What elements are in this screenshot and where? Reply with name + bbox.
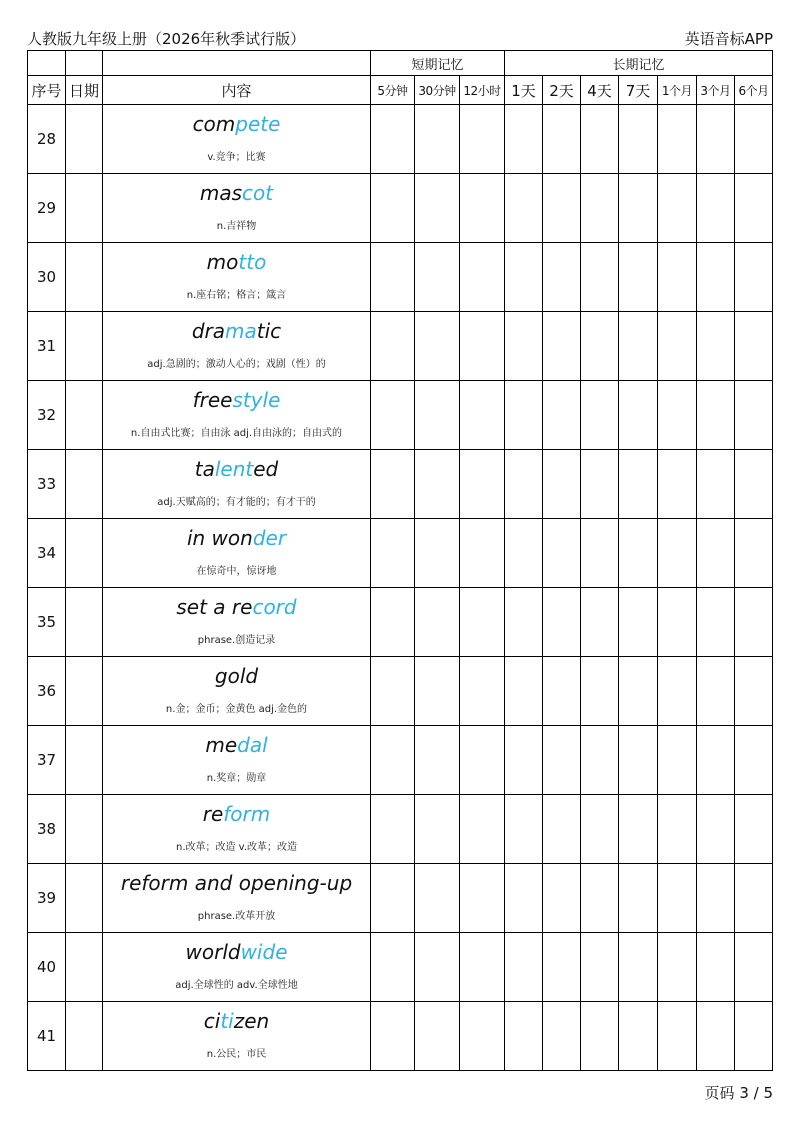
long-term-check-cell[interactable] <box>658 795 697 864</box>
long-term-check-cell[interactable] <box>658 243 697 312</box>
content-cell <box>103 243 371 312</box>
long-term-check-cell[interactable] <box>735 933 773 1002</box>
table-row <box>28 105 773 174</box>
long-term-check-cell[interactable] <box>505 795 543 864</box>
long-term-check-cell[interactable] <box>619 795 658 864</box>
long-term-check-cell[interactable] <box>735 450 773 519</box>
short-term-check-cell[interactable] <box>371 933 415 1002</box>
short-term-check-cell[interactable] <box>460 657 505 726</box>
short-term-check-cell[interactable] <box>460 174 505 243</box>
long-term-check-cell[interactable] <box>658 933 697 1002</box>
content-cell <box>103 450 371 519</box>
short-term-check-cell[interactable] <box>415 312 460 381</box>
vocabulary-word <box>103 595 370 619</box>
word-syllable: re <box>202 801 224 826</box>
long-term-check-cell[interactable] <box>697 312 735 381</box>
long-term-check-cell[interactable] <box>735 1002 773 1071</box>
table-row <box>28 726 773 795</box>
long-term-check-cell[interactable] <box>543 795 581 864</box>
long-term-check-cell[interactable] <box>505 519 543 588</box>
table-row <box>28 381 773 450</box>
content-cell <box>103 588 371 657</box>
long-term-check-cell[interactable] <box>619 588 658 657</box>
long-term-check-cell[interactable] <box>658 450 697 519</box>
word-definition: n.自由式比赛；自由泳 adj.自由泳的；自由式的 <box>130 427 343 439</box>
table-row <box>28 243 773 312</box>
blank-header-cell <box>103 51 371 76</box>
content-cell <box>103 933 371 1002</box>
highlighted-syllable: lent <box>214 456 254 481</box>
long-term-check-cell[interactable] <box>581 1002 619 1071</box>
date-cell[interactable] <box>66 312 103 381</box>
short-term-check-cell[interactable] <box>460 933 505 1002</box>
content-cell <box>103 105 371 174</box>
vocabulary-word <box>103 388 370 412</box>
long-term-check-cell[interactable] <box>619 933 658 1002</box>
vocabulary-word <box>103 526 370 550</box>
table-row <box>28 519 773 588</box>
vocabulary-word <box>103 319 370 343</box>
word-syllable: ed <box>253 456 279 481</box>
long-term-check-cell[interactable] <box>619 381 658 450</box>
long-term-check-cell[interactable] <box>735 864 773 933</box>
long-term-check-cell[interactable] <box>505 657 543 726</box>
short-term-check-cell[interactable] <box>371 174 415 243</box>
date-cell[interactable] <box>66 450 103 519</box>
short-term-check-cell[interactable] <box>415 381 460 450</box>
long-term-group-header: 长期记忆 <box>505 51 773 76</box>
long-term-check-cell[interactable] <box>658 864 697 933</box>
long-term-check-cell[interactable] <box>697 381 735 450</box>
date-cell[interactable] <box>66 243 103 312</box>
content-cell <box>103 864 371 933</box>
word-syllable: gold <box>214 663 259 688</box>
highlighted-syllable: cord <box>252 594 297 619</box>
word-definition: adj.全球性的 adv.全球性地 <box>175 979 298 991</box>
word-definition: 在惊奇中，惊讶地 <box>196 565 277 577</box>
long-term-check-cell[interactable] <box>658 381 697 450</box>
short-term-check-cell[interactable] <box>415 105 460 174</box>
long-term-check-cell[interactable] <box>581 864 619 933</box>
row-number: 37 <box>28 726 66 795</box>
row-number: 34 <box>28 519 66 588</box>
long-term-check-cell[interactable] <box>735 726 773 795</box>
vocabulary-word <box>103 733 370 757</box>
row-number: 28 <box>28 105 66 174</box>
word-definition: n.公民；市民 <box>206 1048 267 1060</box>
date-header: 日期 <box>66 76 103 105</box>
long-term-check-cell[interactable] <box>697 864 735 933</box>
long-term-check-cell[interactable] <box>543 933 581 1002</box>
long-term-check-cell[interactable] <box>581 933 619 1002</box>
blank-header-cell <box>28 51 66 76</box>
long-term-check-cell[interactable] <box>697 519 735 588</box>
table-row <box>28 1002 773 1071</box>
date-cell[interactable] <box>66 519 103 588</box>
long-term-check-cell[interactable] <box>658 726 697 795</box>
word-definition: n.吉祥物 <box>216 220 257 232</box>
table-row <box>28 450 773 519</box>
highlighted-syllable: dal <box>237 732 268 757</box>
short-term-check-cell[interactable] <box>371 381 415 450</box>
long-term-check-cell[interactable] <box>505 450 543 519</box>
row-number: 30 <box>28 243 66 312</box>
short-term-check-cell[interactable] <box>415 243 460 312</box>
content-cell <box>103 381 371 450</box>
word-syllable: me <box>205 732 238 757</box>
content-cell <box>103 726 371 795</box>
long-term-check-cell[interactable] <box>735 657 773 726</box>
date-cell[interactable] <box>66 1002 103 1071</box>
highlighted-syllable: form <box>223 801 271 826</box>
short-term-check-cell[interactable] <box>371 726 415 795</box>
long-term-check-cell[interactable] <box>619 450 658 519</box>
long-term-check-cell[interactable] <box>581 726 619 795</box>
long-term-check-cell[interactable] <box>697 105 735 174</box>
long-term-check-cell[interactable] <box>619 312 658 381</box>
short-term-check-cell[interactable] <box>460 243 505 312</box>
table-row <box>28 588 773 657</box>
word-definition: phrase.改革开放 <box>197 910 276 922</box>
row-number: 41 <box>28 1002 66 1071</box>
table-row <box>28 933 773 1002</box>
long-term-check-cell[interactable] <box>697 450 735 519</box>
blank-header-cell <box>66 51 103 76</box>
vocabulary-word <box>103 457 370 481</box>
long-term-check-cell[interactable] <box>735 105 773 174</box>
date-cell[interactable] <box>66 864 103 933</box>
vocabulary-word <box>103 181 370 205</box>
date-cell[interactable] <box>66 726 103 795</box>
long-term-check-cell[interactable] <box>505 1002 543 1071</box>
long-term-check-cell[interactable] <box>581 174 619 243</box>
long-term-check-cell[interactable] <box>505 588 543 657</box>
long-term-check-cell[interactable] <box>581 450 619 519</box>
highlighted-syllable: der <box>252 525 287 550</box>
short-term-check-cell[interactable] <box>415 933 460 1002</box>
word-syllable: ci <box>203 1008 221 1033</box>
long-term-check-cell[interactable] <box>581 243 619 312</box>
long-term-check-cell[interactable] <box>619 864 658 933</box>
row-number: 39 <box>28 864 66 933</box>
long-term-check-cell[interactable] <box>505 243 543 312</box>
short-term-check-cell[interactable] <box>415 588 460 657</box>
table-row <box>28 795 773 864</box>
short-term-check-cell[interactable] <box>460 450 505 519</box>
highlighted-syllable: cot <box>242 180 274 205</box>
word-syllable: zen <box>233 1008 270 1033</box>
long-term-check-cell[interactable] <box>581 312 619 381</box>
short-term-check-cell[interactable] <box>415 726 460 795</box>
long-term-check-cell[interactable] <box>543 312 581 381</box>
content-cell <box>103 174 371 243</box>
highlighted-syllable: ma <box>225 318 257 343</box>
short-term-check-cell[interactable] <box>371 312 415 381</box>
table-row <box>28 174 773 243</box>
long-term-check-cell[interactable] <box>505 726 543 795</box>
word-definition: adj.急剧的；激动人心的；戏剧（性）的 <box>147 358 326 370</box>
row-number: 29 <box>28 174 66 243</box>
long-term-check-cell[interactable] <box>735 174 773 243</box>
short-term-check-cell[interactable] <box>371 105 415 174</box>
short-term-check-cell[interactable] <box>460 588 505 657</box>
word-syllable: in won <box>186 525 253 550</box>
long-term-check-cell[interactable] <box>619 243 658 312</box>
seq-header: 序号 <box>28 76 66 105</box>
word-syllable: ta <box>194 456 215 481</box>
long-term-check-cell[interactable] <box>658 312 697 381</box>
short-term-check-cell[interactable] <box>460 864 505 933</box>
long-term-check-cell[interactable] <box>543 519 581 588</box>
word-definition: n.奖章；勋章 <box>206 772 267 784</box>
row-number: 40 <box>28 933 66 1002</box>
highlighted-syllable: wide <box>240 939 288 964</box>
vocabulary-table <box>27 50 773 1071</box>
word-definition: adj.天赋高的；有才能的；有才干的 <box>157 496 316 508</box>
content-cell <box>103 519 371 588</box>
long-term-check-cell[interactable] <box>658 105 697 174</box>
long-term-check-cell[interactable] <box>658 519 697 588</box>
highlighted-syllable: ti <box>220 1008 234 1033</box>
document-title: 人教版九年级上册（2026年秋季试行版） <box>27 30 306 48</box>
word-syllable: mas <box>199 180 243 205</box>
date-cell[interactable] <box>66 381 103 450</box>
content-cell <box>103 312 371 381</box>
long-term-check-cell[interactable] <box>735 795 773 864</box>
short-term-check-cell[interactable] <box>460 795 505 864</box>
vocabulary-word <box>103 871 370 895</box>
short-term-check-cell[interactable] <box>415 519 460 588</box>
long-term-check-cell[interactable] <box>735 243 773 312</box>
long-term-check-cell[interactable] <box>619 519 658 588</box>
table-row <box>28 657 773 726</box>
long-term-check-cell[interactable] <box>697 243 735 312</box>
row-number: 31 <box>28 312 66 381</box>
date-cell[interactable] <box>66 795 103 864</box>
short-term-check-cell[interactable] <box>460 105 505 174</box>
table-row <box>28 312 773 381</box>
long-term-check-cell[interactable] <box>543 864 581 933</box>
long-term-check-cell[interactable] <box>619 105 658 174</box>
long-term-check-cell[interactable] <box>505 174 543 243</box>
word-syllable: world <box>185 939 241 964</box>
date-cell[interactable] <box>66 105 103 174</box>
vocabulary-word <box>103 112 370 136</box>
long-term-check-cell[interactable] <box>543 243 581 312</box>
long-term-check-cell[interactable] <box>505 381 543 450</box>
long-term-check-cell[interactable] <box>735 588 773 657</box>
long-term-check-cell[interactable] <box>697 174 735 243</box>
content-cell <box>103 795 371 864</box>
long-term-check-cell[interactable] <box>505 933 543 1002</box>
date-cell[interactable] <box>66 588 103 657</box>
long-term-check-cell[interactable] <box>581 519 619 588</box>
long-term-check-cell[interactable] <box>619 1002 658 1071</box>
long-term-check-cell[interactable] <box>581 657 619 726</box>
date-cell[interactable] <box>66 933 103 1002</box>
long-interval-header: 7天 <box>619 76 658 105</box>
long-term-check-cell[interactable] <box>581 105 619 174</box>
word-definition: n.金；金币；金黄色 adj.金色的 <box>165 703 308 715</box>
highlighted-syllable: pete <box>235 111 281 136</box>
row-number: 33 <box>28 450 66 519</box>
long-term-check-cell[interactable] <box>505 864 543 933</box>
vocabulary-word <box>103 664 370 688</box>
short-interval-header: 30分钟 <box>415 76 460 105</box>
short-term-check-cell[interactable] <box>460 519 505 588</box>
long-term-check-cell[interactable] <box>543 174 581 243</box>
long-term-check-cell[interactable] <box>505 105 543 174</box>
long-term-check-cell[interactable] <box>581 381 619 450</box>
long-term-check-cell[interactable] <box>735 312 773 381</box>
short-term-check-cell[interactable] <box>460 1002 505 1071</box>
long-term-check-cell[interactable] <box>543 381 581 450</box>
long-term-check-cell[interactable] <box>581 795 619 864</box>
long-term-check-cell[interactable] <box>697 1002 735 1071</box>
long-term-check-cell[interactable] <box>658 174 697 243</box>
app-name: 英语音标APP <box>684 30 773 48</box>
short-term-check-cell[interactable] <box>371 864 415 933</box>
row-number: 32 <box>28 381 66 450</box>
long-interval-header: 1天 <box>505 76 543 105</box>
long-term-check-cell[interactable] <box>543 450 581 519</box>
short-term-check-cell[interactable] <box>371 588 415 657</box>
row-number: 36 <box>28 657 66 726</box>
long-term-check-cell[interactable] <box>697 588 735 657</box>
long-term-check-cell[interactable] <box>543 588 581 657</box>
short-term-check-cell[interactable] <box>371 1002 415 1071</box>
word-syllable: dra <box>191 318 226 343</box>
long-term-check-cell[interactable] <box>543 105 581 174</box>
short-term-check-cell[interactable] <box>460 381 505 450</box>
long-term-check-cell[interactable] <box>581 588 619 657</box>
long-term-check-cell[interactable] <box>543 726 581 795</box>
page-number: 页码 3 / 5 <box>704 1084 773 1102</box>
long-term-check-cell[interactable] <box>697 657 735 726</box>
header-row-groups <box>28 51 773 76</box>
short-term-check-cell[interactable] <box>415 864 460 933</box>
short-term-check-cell[interactable] <box>415 174 460 243</box>
row-number: 35 <box>28 588 66 657</box>
long-interval-header: 4天 <box>581 76 619 105</box>
short-term-group-header: 短期记忆 <box>371 51 505 76</box>
long-term-check-cell[interactable] <box>619 174 658 243</box>
short-term-check-cell[interactable] <box>415 450 460 519</box>
word-definition: v.竞争；比赛 <box>207 151 266 163</box>
word-definition: n.改革；改造 v.改革；改造 <box>175 841 297 853</box>
long-term-check-cell[interactable] <box>658 1002 697 1071</box>
short-term-check-cell[interactable] <box>371 795 415 864</box>
word-definition: phrase.创造记录 <box>197 634 276 646</box>
long-term-check-cell[interactable] <box>619 726 658 795</box>
long-interval-header: 3个月 <box>697 76 735 105</box>
short-term-check-cell[interactable] <box>371 243 415 312</box>
vocabulary-word <box>103 802 370 826</box>
header-row-columns <box>28 76 773 105</box>
short-interval-header: 12小时 <box>460 76 505 105</box>
table-row <box>28 864 773 933</box>
short-term-check-cell[interactable] <box>371 657 415 726</box>
word-syllable: com <box>192 111 236 136</box>
long-term-check-cell[interactable] <box>619 657 658 726</box>
short-term-check-cell[interactable] <box>415 1002 460 1071</box>
highlighted-syllable: tto <box>238 249 267 274</box>
long-term-check-cell[interactable] <box>658 588 697 657</box>
vocabulary-word <box>103 940 370 964</box>
long-interval-header: 1个月 <box>658 76 697 105</box>
long-term-check-cell[interactable] <box>697 795 735 864</box>
short-interval-header: 5分钟 <box>371 76 415 105</box>
long-term-check-cell[interactable] <box>735 381 773 450</box>
long-term-check-cell[interactable] <box>735 519 773 588</box>
short-term-check-cell[interactable] <box>415 657 460 726</box>
short-term-check-cell[interactable] <box>415 795 460 864</box>
date-cell[interactable] <box>66 657 103 726</box>
word-definition: n.座右铭；格言；箴言 <box>186 289 287 301</box>
short-term-check-cell[interactable] <box>460 726 505 795</box>
highlighted-syllable: style <box>232 387 281 412</box>
vocabulary-word <box>103 250 370 274</box>
short-term-check-cell[interactable] <box>371 519 415 588</box>
word-syllable: reform and opening-up <box>120 870 353 895</box>
long-term-check-cell[interactable] <box>658 657 697 726</box>
long-term-check-cell[interactable] <box>543 657 581 726</box>
word-syllable: free <box>192 387 233 412</box>
long-interval-header: 6个月 <box>735 76 773 105</box>
short-term-check-cell[interactable] <box>371 450 415 519</box>
content-cell <box>103 657 371 726</box>
word-syllable: set a re <box>176 594 253 619</box>
vocabulary-word <box>103 1009 370 1033</box>
long-term-check-cell[interactable] <box>543 1002 581 1071</box>
word-syllable: mo <box>206 249 239 274</box>
content-header: 内容 <box>103 76 371 105</box>
date-cell[interactable] <box>66 174 103 243</box>
vocabulary-rows <box>28 105 773 1071</box>
long-term-check-cell[interactable] <box>697 933 735 1002</box>
content-cell <box>103 1002 371 1071</box>
long-term-check-cell[interactable] <box>697 726 735 795</box>
word-syllable: tic <box>256 318 282 343</box>
long-term-check-cell[interactable] <box>505 312 543 381</box>
long-interval-header: 2天 <box>543 76 581 105</box>
short-term-check-cell[interactable] <box>460 312 505 381</box>
row-number: 38 <box>28 795 66 864</box>
